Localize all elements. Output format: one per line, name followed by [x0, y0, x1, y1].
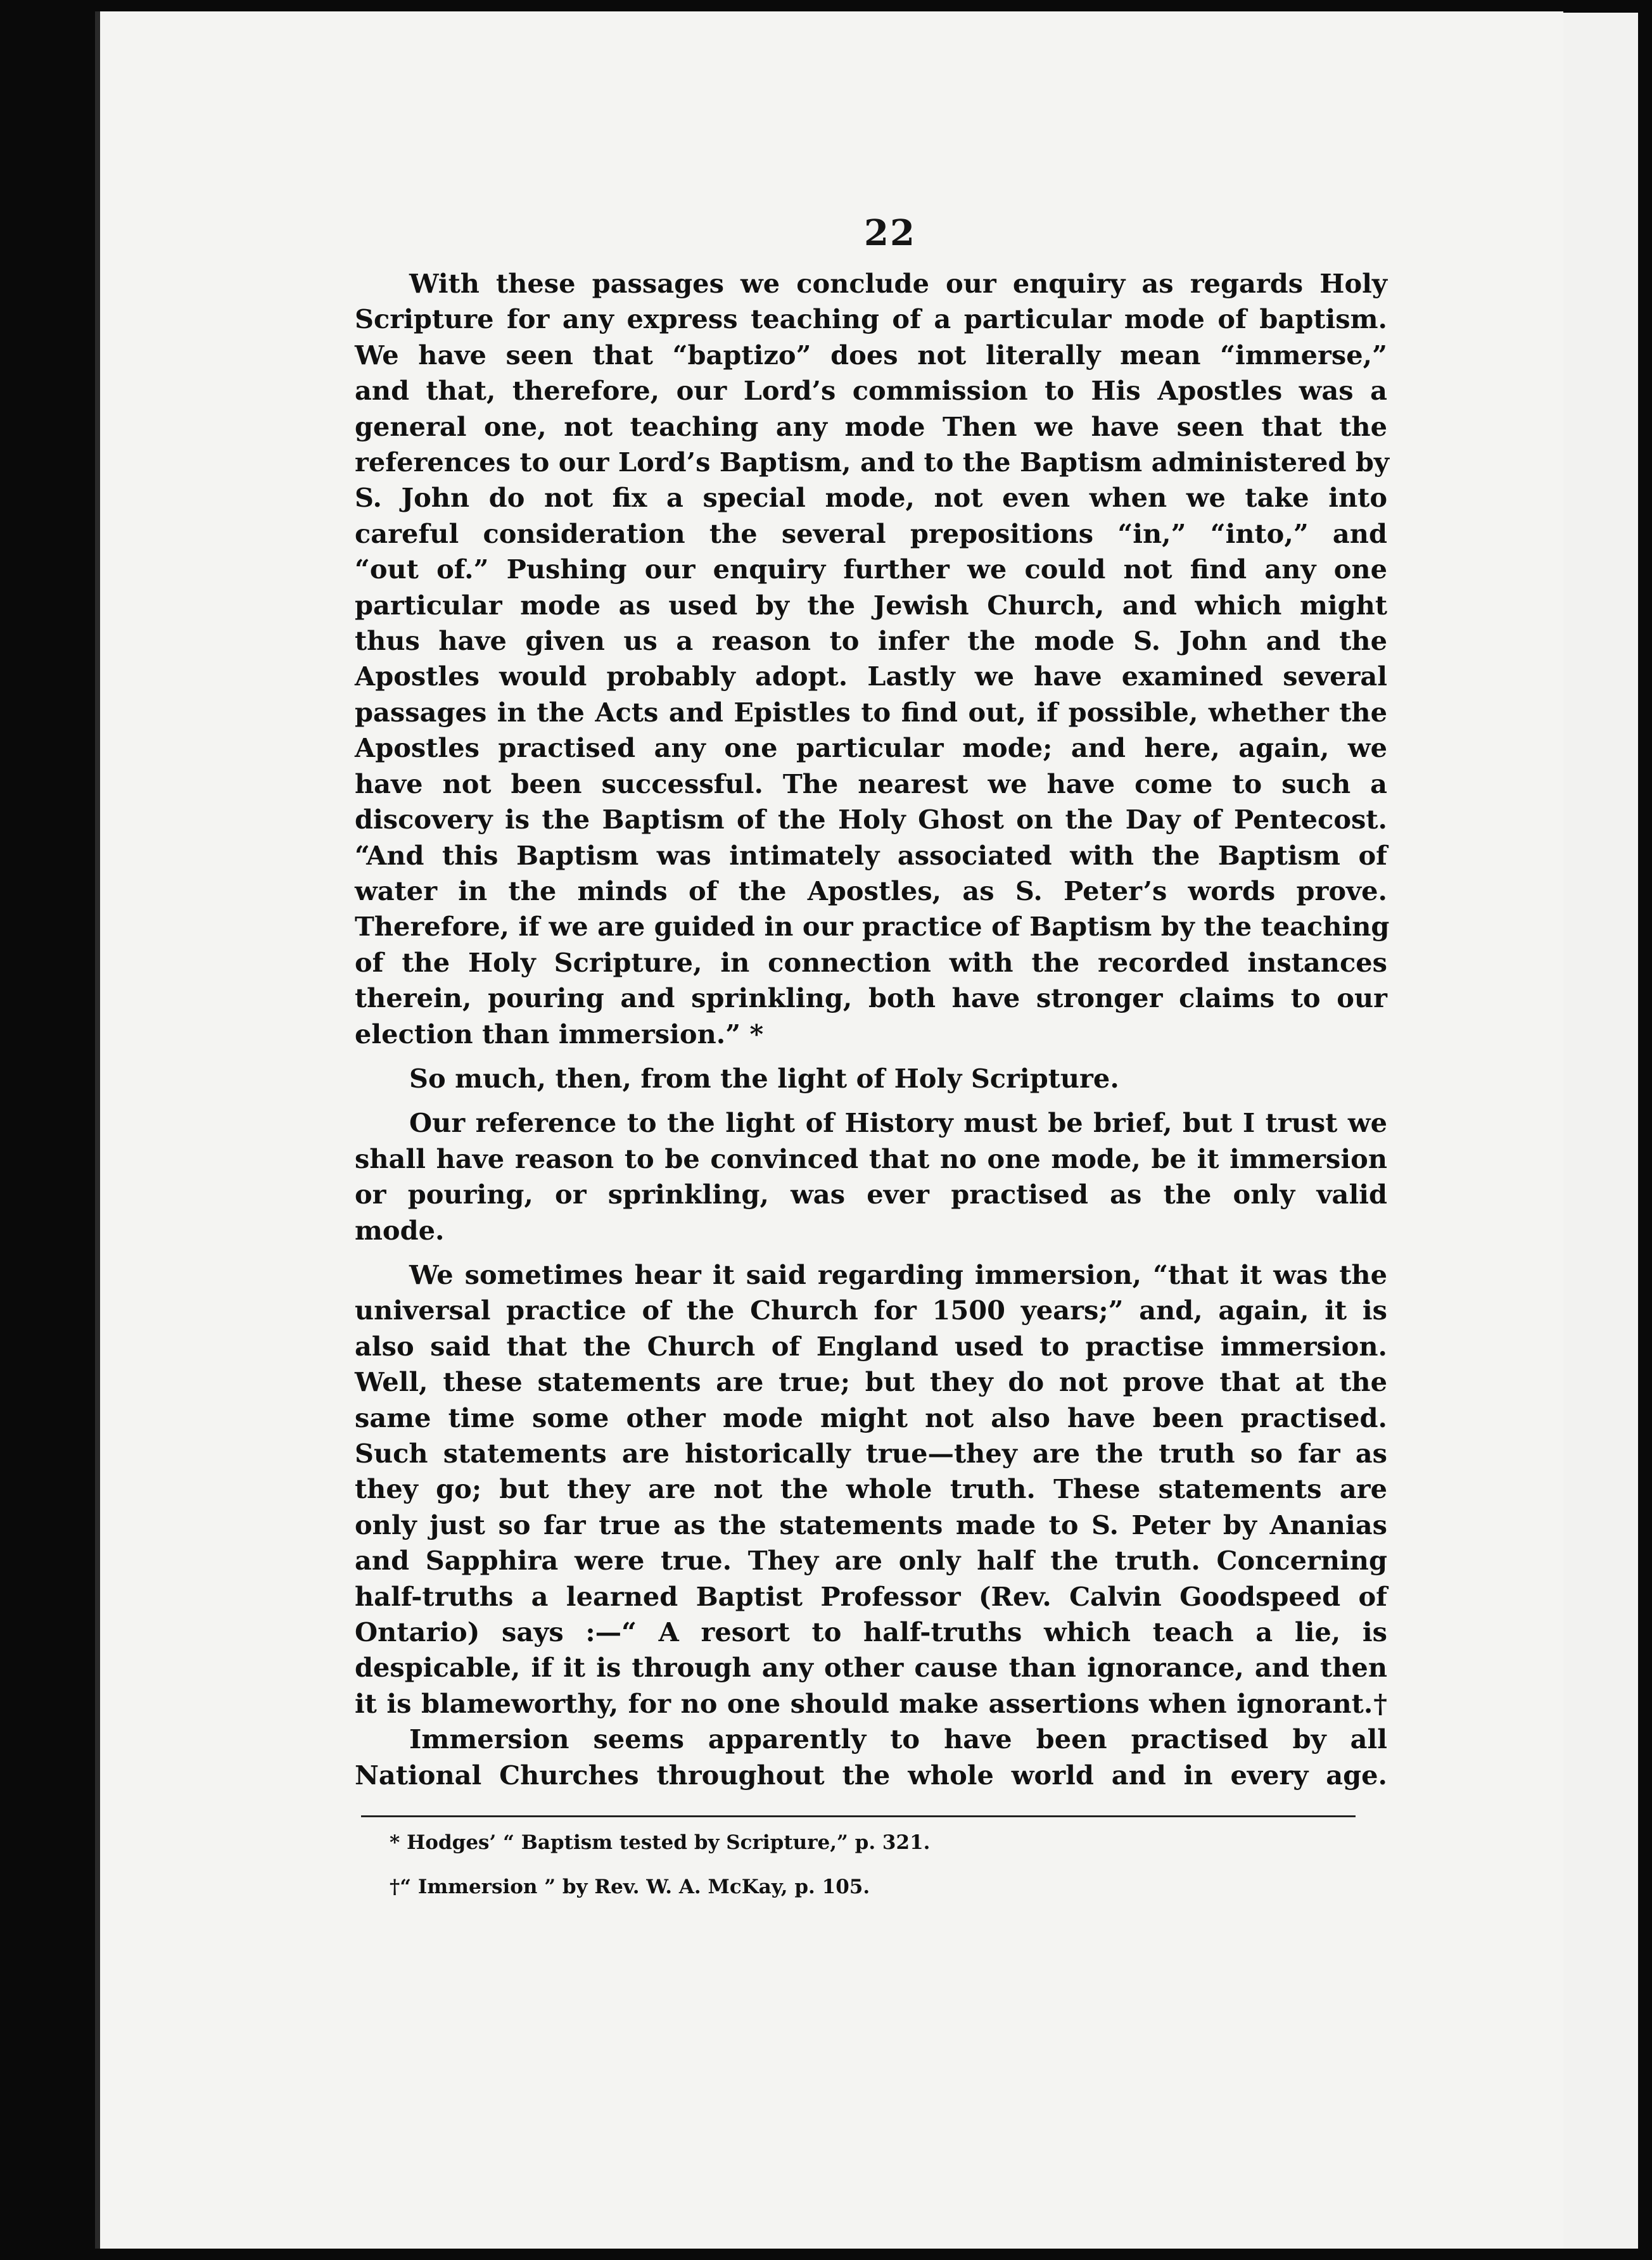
text-line: Apostles would probably adopt. Lastly we have examined several [355, 661, 1387, 692]
text-line: and Sapphira were true. They are only half the truth. Concerning [355, 1545, 1387, 1577]
text-line: So much, then, from the light of Holy Scripture. [409, 1062, 1119, 1094]
text-line: careful consideration the several prepositions “in,” “into,” and [355, 517, 1387, 549]
text-line: also said that the Church of England used to practise immersion. [355, 1330, 1387, 1362]
text-line: general one, not teaching any mode Then we have seen that the [355, 410, 1387, 442]
text-line: We sometimes hear it said regarding immersion, “that it was the [409, 1259, 1387, 1290]
paragraph [355, 1722, 1387, 1793]
footnote: †“ Immersion ” by Rev. W. A. McKay, p. 105. [390, 1876, 870, 1898]
text-line: they go; but they are not the whole truth. These statements are [355, 1473, 1387, 1505]
text-line: election than immersion.” * [355, 1018, 764, 1050]
text-line: same time some other mode might not also have been practised. [355, 1402, 1387, 1433]
text-line: have not been successful. The nearest we have come to such a [355, 768, 1387, 799]
footnote-rule [361, 1815, 1356, 1817]
text-line: mode. [355, 1214, 445, 1246]
body-text [355, 266, 1390, 1793]
text-line: water in the minds of the Apostles, as S. Peter’s words prove. [355, 875, 1387, 906]
paragraph [355, 1061, 1387, 1096]
paragraph [355, 1105, 1387, 1248]
footnotes [390, 1831, 1213, 1919]
text-line: thus have given us a reason to infer the mode S. John and the [355, 625, 1387, 657]
text-line: of the Holy Scripture, in connection with the recorded instances [355, 946, 1387, 978]
text-line: it is blameworthy, for no one should make assertions when ignorant.† [355, 1687, 1387, 1719]
text-line: National Churches throughout the whole world and in every age. [355, 1759, 1387, 1791]
text-line: references to our Lord’s Baptism, and to the Baptism administered by [355, 447, 1389, 478]
text-line: therein, pouring and sprinkling, both have stronger claims to our [355, 982, 1387, 1014]
text-line: Our reference to the light of History must be brief, but I trust we [409, 1107, 1387, 1139]
footnote: * Hodges’ “ Baptism tested by Scripture,” p. 321. [390, 1831, 931, 1854]
text-line: Apostles practised any one particular mode; and here, again, we [355, 732, 1387, 764]
text-line: or pouring, or sprinkling, was ever practised as the only valid [355, 1179, 1387, 1210]
paragraph [355, 266, 1390, 1052]
text-line: “And this Baptism was intimately associated with the Baptism of [355, 839, 1387, 871]
page-number: 22 [864, 212, 916, 254]
text-line: Such statements are historically true—they are the truth so far as [355, 1438, 1387, 1469]
text-line: passages in the Acts and Epistles to find out, if possible, whether the [355, 696, 1387, 728]
text-line: Ontario) says :—“ A resort to half-truths which teach a lie, is [355, 1616, 1387, 1648]
text-line: despicable, if it is through any other cause than ignorance, and then [355, 1652, 1387, 1684]
text-line: particular mode as used by the Jewish Church, and which might [355, 589, 1387, 621]
text-line: shall have reason to be convinced that no one mode, be it immersion [355, 1143, 1387, 1174]
text-line: We have seen that “baptizo” does not literally mean “immerse,” [355, 339, 1387, 371]
text-line: and that, therefore, our Lord’s commission to His Apostles was a [355, 375, 1387, 407]
text-line: half-truths a learned Baptist Professor (Rev. Calvin Goodspeed of [355, 1580, 1387, 1612]
paragraph [355, 1257, 1387, 1722]
text-line: Therefore, if we are guided in our practice of Baptism by the teaching [355, 911, 1390, 943]
text-line: Well, these statements are true; but they do not prove that at the [355, 1366, 1387, 1398]
text-line: “out of.” Pushing our enquiry further we could not find any one [355, 554, 1387, 585]
text-line: Scripture for any express teaching of a particular mode of baptism. [355, 303, 1387, 335]
next-page-edge [1558, 13, 1638, 2249]
text-line: discovery is the Baptism of the Holy Ghost on the Day of Pentecost. [355, 804, 1387, 835]
text-line: universal practice of the Church for 1500 years;” and, again, it is [355, 1295, 1387, 1326]
text-line: S. John do not fix a special mode, not even when we take into [355, 482, 1387, 514]
text-line: Immersion seems apparently to have been practised by all [409, 1724, 1387, 1755]
text-line: only just so far true as the statements made to S. Peter by Ananias [355, 1509, 1387, 1540]
text-line: With these passages we conclude our enquiry as regards Holy [409, 268, 1387, 299]
